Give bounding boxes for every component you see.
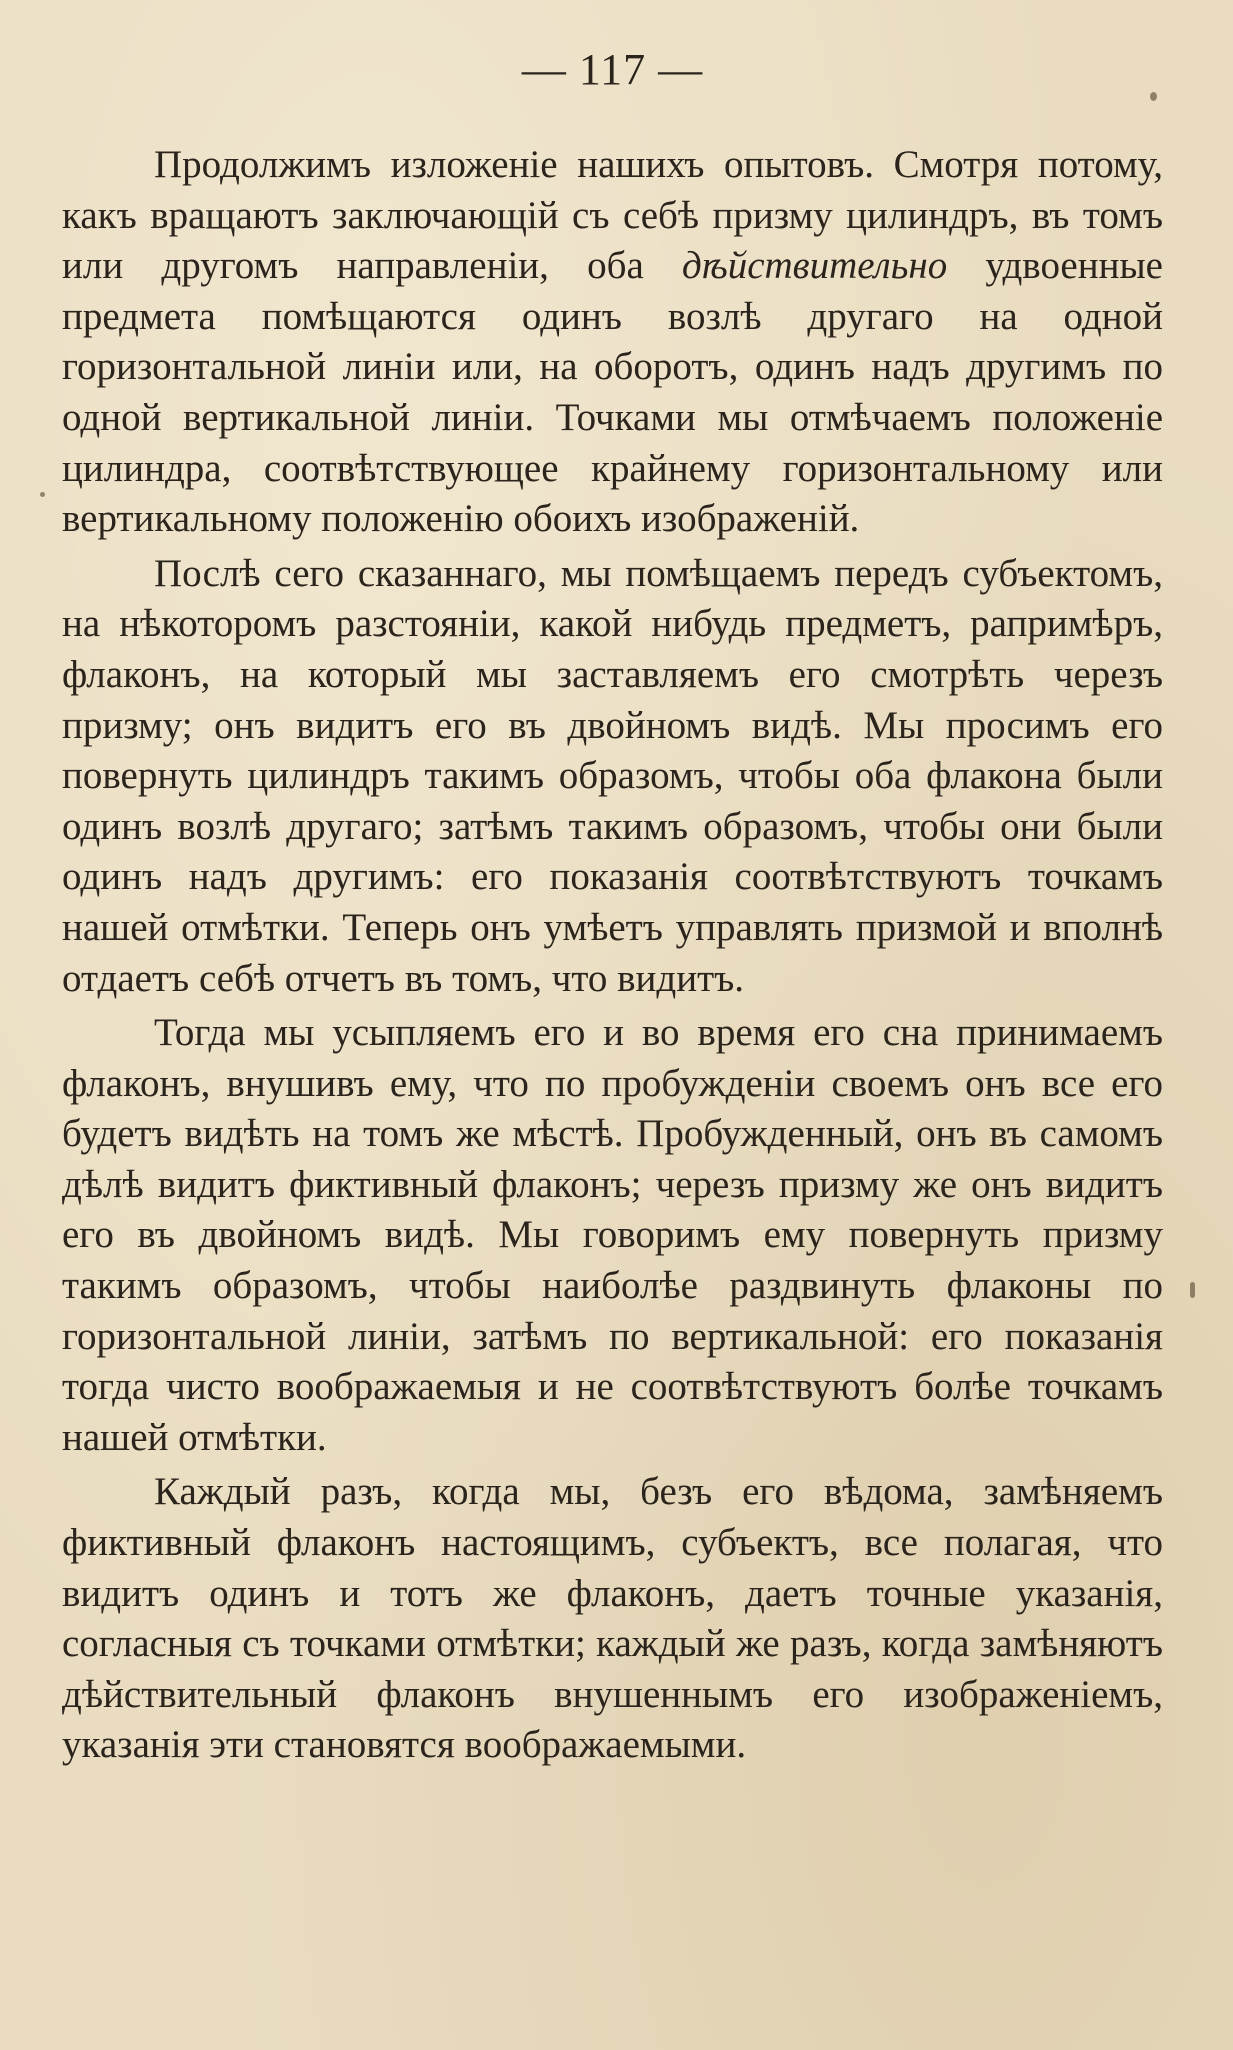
paper-speck xyxy=(1190,1282,1195,1298)
paragraph-1-emphasis: дѣйствительно xyxy=(681,244,948,288)
paper-speck xyxy=(1150,92,1157,101)
paragraph-3: Тогда мы усыпляемъ его и во время его сна принимаемъ флаконъ, внушивъ ему, что по пробужденіи своемъ онъ все его будетъ видѣть на томъ же мѣстѣ. Пробужденный, онъ въ самомъ дѣлѣ видитъ фиктивный флаконъ; черезъ призму же онъ видитъ его въ двойномъ видѣ. Мы говоримъ ему повернуть призму такимъ образомъ, чтобы наиболѣе раздвинуть флаконы по горизонтальной линіи, затѣмъ по вертикальной: его показанія тогда чисто воображаемыя и не соотвѣтствуютъ болѣе точкамъ нашей отмѣтки. xyxy=(62,1011,1163,1459)
paragraph-4: Каждый разъ, когда мы, безъ его вѣдома, замѣняемъ фиктивный флаконъ настоящимъ, субъектъ, все полагая, что видитъ одинъ и тотъ же флаконъ, даетъ точные указанія, согласныя съ точками отмѣтки; каждый же разъ, когда замѣняютъ дѣйствительный флаконъ внушеннымъ его изображеніемъ, указанія эти становятся воображаемыми. xyxy=(62,1470,1163,1767)
paragraph-1 xyxy=(62,140,1163,545)
paper-speck xyxy=(40,492,45,497)
paragraph-1-text-end: удвоенные предмета помѣщаются одинъ возлѣ другаго на одной горизонтальной линіи или, на оборотъ, одинъ надъ другимъ по одной вертикальной линіи. Точками мы отмѣчаемъ положеніе цилиндра, соотвѣтствующее крайнему горизонтальному или вертикальному положенію обоихъ изображеній. xyxy=(62,244,1163,541)
paragraph-2: Послѣ сего сказаннаго, мы помѣщаемъ передъ субъектомъ, на нѣкоторомъ разстояніи, какой нибудь предметъ, рапримѣръ, флаконъ, на который мы заставляемъ его смотрѣть черезъ призму; онъ видитъ его въ двойномъ видѣ. Мы просимъ его повернуть цилиндръ такимъ образомъ, чтобы оба флакона были одинъ возлѣ другаго; затѣмъ такимъ образомъ, чтобы они были одинъ надъ другимъ: его показанія соотвѣтствуютъ точкамъ нашей отмѣтки. Теперь онъ умѣетъ управлять призмой и вполнѣ отдаетъ себѣ отчетъ въ томъ, что видитъ. xyxy=(62,551,1163,1000)
paragraph-1-text-start: Продолжимъ изложеніе нашихъ опытовъ. Смотря потому, какъ вращаютъ заключающій съ себѣ призму цилиндръ, въ томъ или другомъ направленіи, оба xyxy=(62,143,1163,288)
page-number: — 117 — xyxy=(521,45,704,94)
